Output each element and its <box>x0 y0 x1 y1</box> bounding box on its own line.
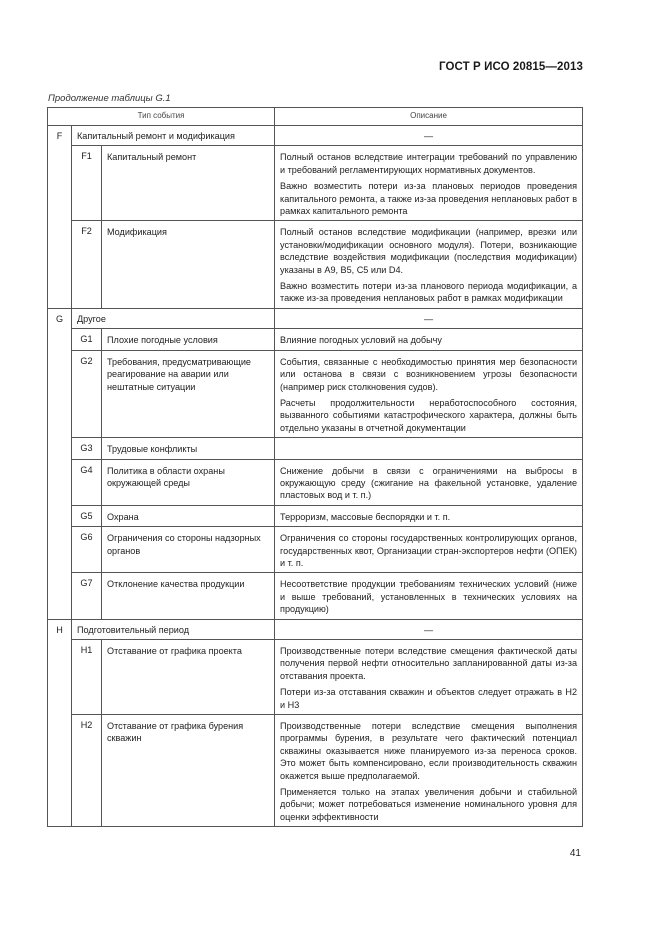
event-code: G7 <box>72 573 102 619</box>
description-paragraph: Применяется только на этапах увеличения добычи и стабильной добычи; может потребоваться изменение номинального уровня для оценки эффективности <box>280 787 578 822</box>
description-paragraph: События, связанные с необходимостью принятия мер безопасности или останова в связи с возникновением угрозы безопасности (например риск столкновения судов). <box>280 356 578 392</box>
event-code: G3 <box>72 438 102 459</box>
event-description <box>275 527 583 573</box>
category-row <box>48 308 583 328</box>
event-description <box>275 715 583 827</box>
description-paragraph: Несоответствие продукции требованиям технических условий (ниже и выше требований, установленных в технических условиях на продукцию) <box>280 579 578 615</box>
category-name: Другое <box>72 308 275 328</box>
event-code: G5 <box>72 505 102 526</box>
description-paragraph: Ограничения со стороны государственных контролирующих органов, государственных квот, Организации стран-экспортеров нефти (ОПЕК) и т. п. <box>280 533 578 568</box>
event-code: G1 <box>72 329 102 350</box>
category-description: — <box>275 126 583 146</box>
category-row <box>48 619 583 639</box>
event-description <box>275 640 583 715</box>
event-code: F1 <box>72 146 102 221</box>
description-paragraph: Снижение добычи в связи с ограничениями на выбросы в окружающую среду (сжигание на факельной установке, удаление пластовых вод и т. п.) <box>280 465 578 501</box>
event-code: H2 <box>72 715 102 827</box>
event-description <box>275 329 583 350</box>
event-row <box>48 715 583 827</box>
table-body <box>48 126 583 827</box>
event-code: G2 <box>72 350 102 437</box>
event-name: Плохие погодные условия <box>102 329 275 350</box>
event-description <box>275 505 583 526</box>
description-paragraph: Производственные потери вследствие смещения фактической даты получения первой нефти относительно запланированной даты из-за отставания проекта. <box>280 646 578 681</box>
category-code: G <box>48 308 72 619</box>
event-description <box>275 146 583 221</box>
event-description <box>275 438 583 459</box>
description-paragraph: Полный останов вследствие модификации (например, врезки или установки/модификации основного модуля). Потери, возникающие вследствие воздействия модификации (последствия модификации) указаны в А9, В5, С5 или D4. <box>280 227 578 275</box>
event-description <box>275 221 583 308</box>
description-paragraph: Терроризм, массовые беспорядки и т. п. <box>280 511 451 522</box>
event-code: H1 <box>72 640 102 715</box>
table-header-row <box>48 108 583 126</box>
event-row <box>48 350 583 437</box>
event-name: Ограничения со стороны надзорных органов <box>102 527 275 573</box>
event-row <box>48 527 583 573</box>
event-row <box>48 573 583 619</box>
event-row <box>48 459 583 505</box>
description-paragraph: Потери из-за отставания скважин и объектов следует отражать в H2 и H3 <box>280 687 578 710</box>
event-name: Модификация <box>102 221 275 308</box>
event-name: Трудовые конфликты <box>102 438 275 459</box>
event-row <box>48 640 583 715</box>
standard-code: ГОСТ Р ИСО 20815—2013 <box>438 61 583 73</box>
event-code: G4 <box>72 459 102 505</box>
description-paragraph: Расчеты продолжительности неработоспособного состояния, вызванного событиями катастрофического характера, должны быть отдельно указаны в отчетной документации <box>280 397 578 433</box>
event-name: Отставание от графика бурения скважин <box>102 715 275 827</box>
event-description <box>275 573 583 619</box>
event-row <box>48 505 583 526</box>
description-paragraph: Важно возместить потери из-за плановых периодов проведения капитального ремонта, а также из-за проведения неплановых работ в рамках капитального ремонта <box>280 181 578 217</box>
event-row <box>48 438 583 459</box>
event-description <box>275 459 583 505</box>
description-paragraph: Важно возместить потери из-за планового периода модификации, а также из-за проведения неплановых работ в рамках модификации <box>280 281 578 304</box>
event-row <box>48 329 583 350</box>
category-description: — <box>275 308 583 328</box>
table-caption: Продолжение таблицы G.1 <box>48 93 171 104</box>
category-name: Капитальный ремонт и модификация <box>72 126 275 146</box>
event-name: Политика в области охраны окружающей среды <box>102 459 275 505</box>
column-header-event-type: Тип события <box>48 108 275 126</box>
description-paragraph: Полный останов вследствие интеграции требований по управлению и требований регламентирующих нормативных документов. <box>280 152 578 175</box>
event-name: Требования, предусматривающие реагирование на аварии или нештатные ситуации <box>102 350 275 437</box>
category-code: H <box>48 619 72 827</box>
description-paragraph: Влияние погодных условий на добычу <box>280 335 442 346</box>
description-paragraph: Производственные потери вследствие смещения выполнения программы бурения, в результате чего фактический потенциал скважины оказывается ниже планируемого из-за переноса сроков. Это может быть компенсировано, если производительность скважин окажется выше предполагаемой. <box>280 721 578 781</box>
page-number: 41 <box>569 848 581 859</box>
category-description: — <box>275 619 583 639</box>
event-row <box>48 146 583 221</box>
event-code: F2 <box>72 221 102 308</box>
event-name: Капитальный ремонт <box>102 146 275 221</box>
category-row <box>48 126 583 146</box>
event-description <box>275 350 583 437</box>
event-row <box>48 221 583 308</box>
event-name: Охрана <box>102 505 275 526</box>
column-header-description: Описание <box>275 108 583 126</box>
event-name: Отклонение качества продукции <box>102 573 275 619</box>
category-code: F <box>48 126 72 309</box>
category-name: Подготовительный период <box>72 619 275 639</box>
event-code: G6 <box>72 527 102 573</box>
event-name: Отставание от графика проекта <box>102 640 275 715</box>
event-type-table <box>47 107 583 827</box>
